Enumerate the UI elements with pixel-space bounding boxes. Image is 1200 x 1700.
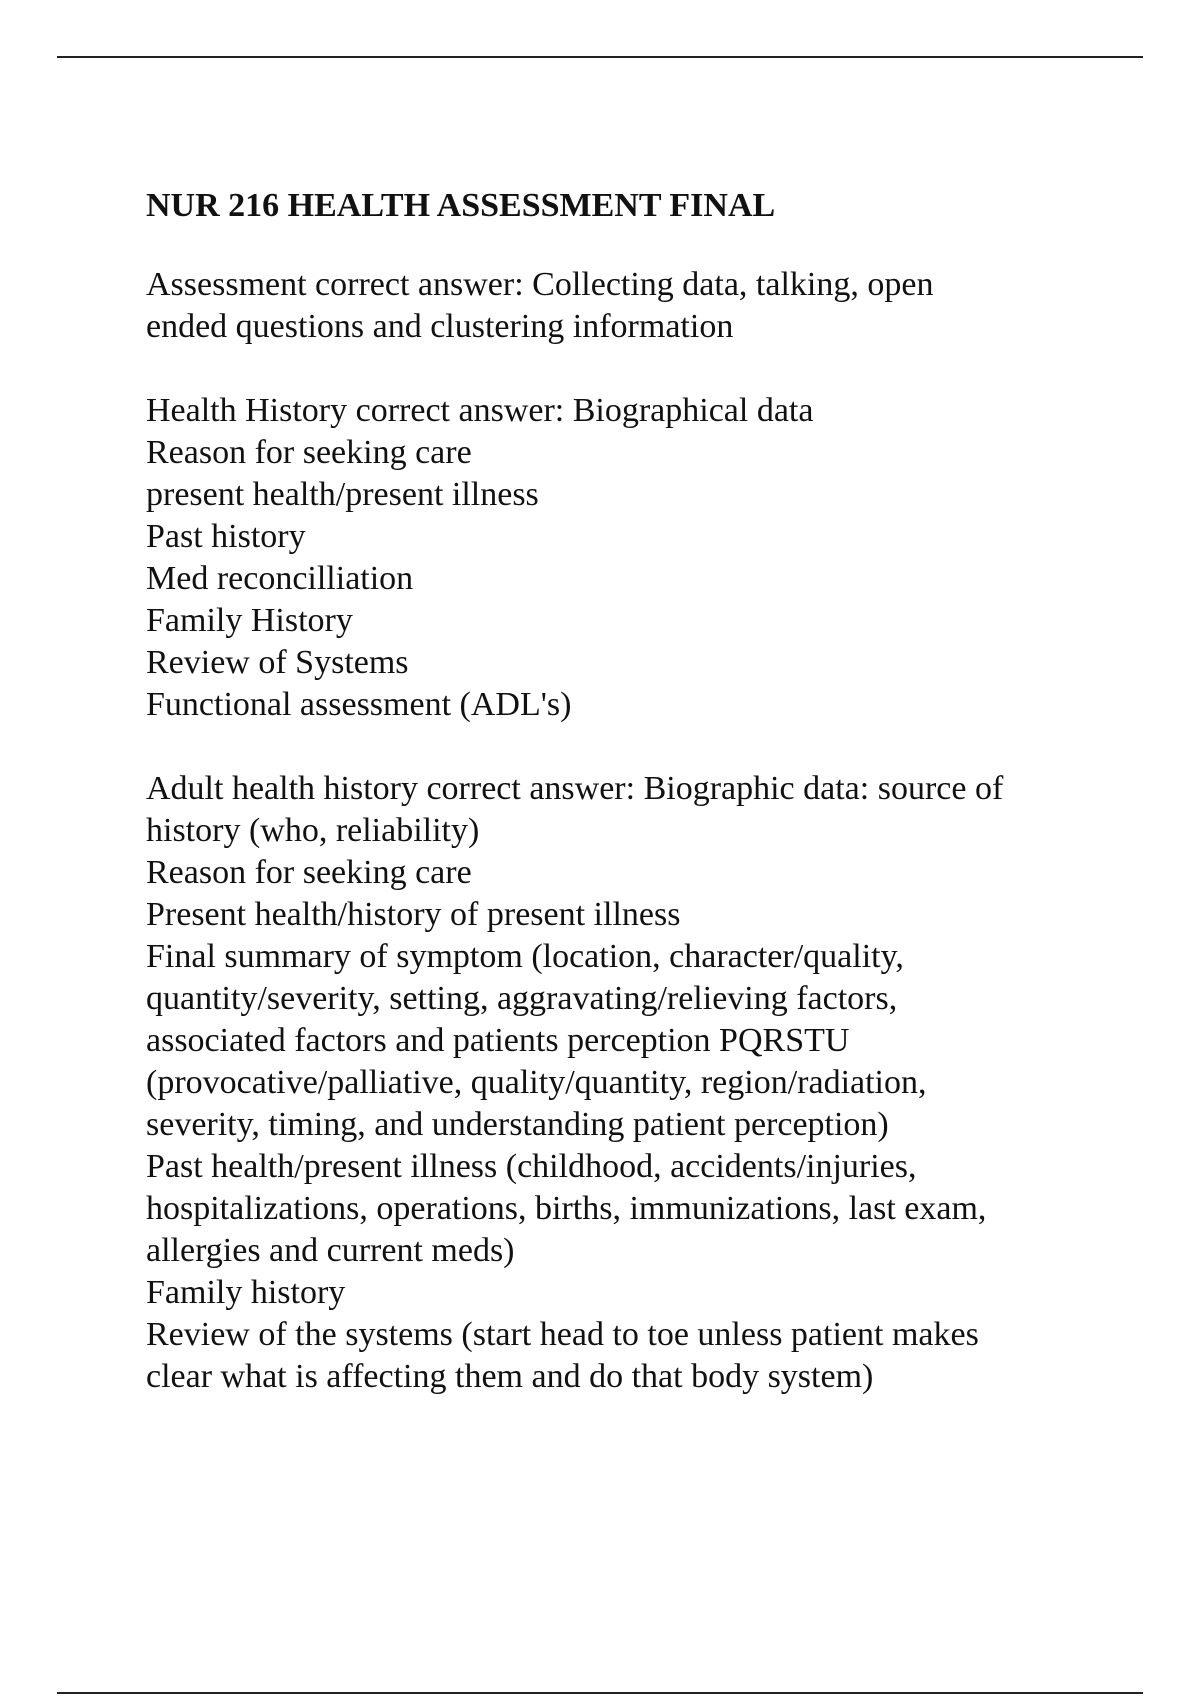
text-line: Adult health history correct answer: Biographic data: source of xyxy=(146,770,1004,807)
text-line: present health/present illness xyxy=(146,476,539,513)
text-line: severity, timing, and understanding patient perception) xyxy=(146,1106,889,1143)
document-title: NUR 216 HEALTH ASSESSMENT FINAL xyxy=(146,187,776,224)
text-line: Review of Systems xyxy=(146,644,409,681)
text-line: history (who, reliability) xyxy=(146,812,480,849)
bottom-divider xyxy=(57,1692,1143,1694)
text-line: quantity/severity, setting, aggravating/relieving factors, xyxy=(146,980,898,1017)
text-line: Med reconcilliation xyxy=(146,560,414,597)
text-line: hospitalizations, operations, births, immunizations, last exam, xyxy=(146,1190,987,1227)
text-line: Family history xyxy=(146,1274,346,1311)
document-body xyxy=(146,186,1096,1440)
text-line: Final summary of symptom (location, character/quality, xyxy=(146,938,904,975)
top-divider xyxy=(57,56,1143,58)
text-line: Past health/present illness (childhood, accidents/injuries, xyxy=(146,1148,917,1185)
text-line: Health History correct answer: Biographical data xyxy=(146,392,814,429)
text-line: Review of the systems (start head to toe unless patient makes xyxy=(146,1316,979,1353)
text-line: Reason for seeking care xyxy=(146,434,472,471)
text-line: ended questions and clustering information xyxy=(146,308,734,345)
entry-health-history xyxy=(146,390,1096,726)
text-line: associated factors and patients perception PQRSTU xyxy=(146,1022,850,1059)
text-line: Functional assessment (ADL's) xyxy=(146,686,572,723)
text-line: Family History xyxy=(146,602,353,639)
text-line: clear what is affecting them and do that body system) xyxy=(146,1358,874,1395)
text-line: allergies and current meds) xyxy=(146,1232,515,1269)
text-line: Present health/history of present illness xyxy=(146,896,681,933)
text-line: Past history xyxy=(146,518,306,555)
entry-assessment xyxy=(146,264,1096,348)
entry-adult-health-history xyxy=(146,768,1096,1398)
text-line: (provocative/palliative, quality/quantity, region/radiation, xyxy=(146,1064,927,1101)
text-line: Reason for seeking care xyxy=(146,854,472,891)
text-line: Assessment correct answer: Collecting data, talking, open xyxy=(146,266,934,303)
